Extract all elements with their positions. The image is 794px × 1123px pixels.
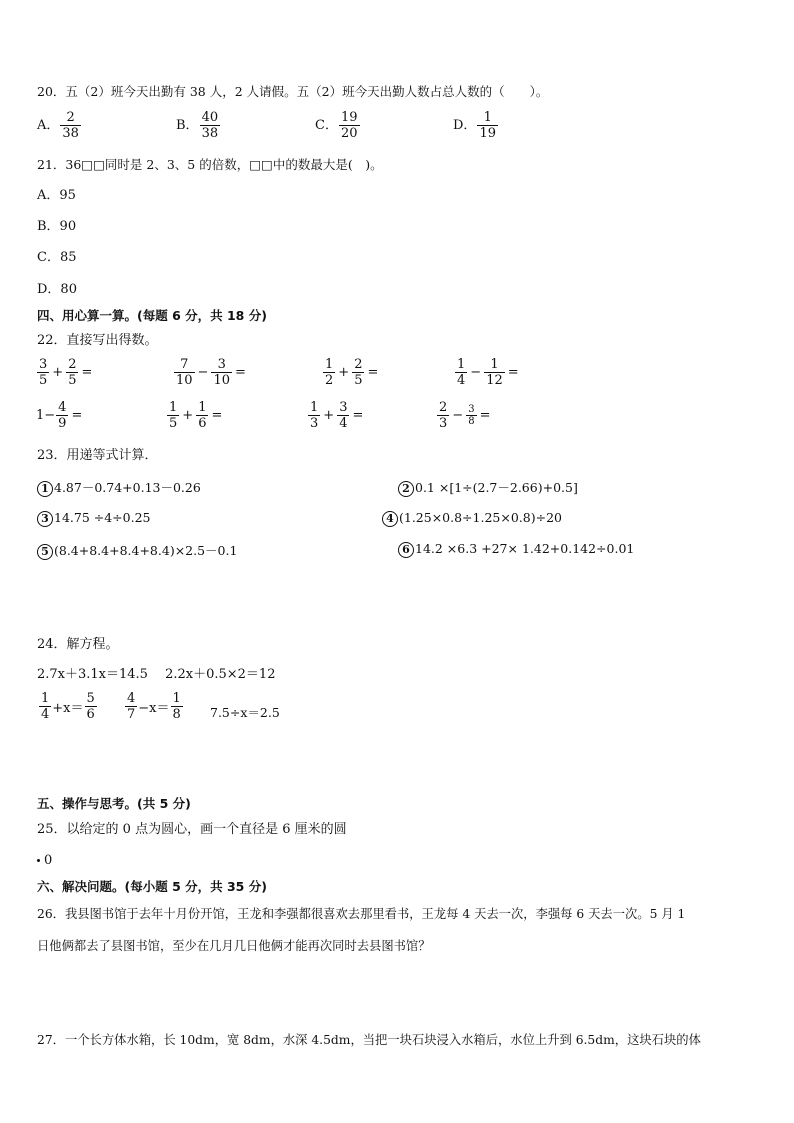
q26-line-1: 26．我县图书馆于去年十月份开馆，王龙和李强都很喜欢去那里看书，王龙每 4 天去一次，李强每 6 天去一次。5 月 1 xyxy=(37,907,686,921)
q20-option-b: B． $\frac{40}{38}$ xyxy=(176,110,219,141)
q22-row2-expr-4: $\frac{2}{3}$ − $\frac{3}{8}$ = xyxy=(439,400,491,431)
q22-row2-expr-1: 1− $\frac{4}{9}$ = xyxy=(36,400,83,431)
q21-option-d: D．80 xyxy=(37,282,77,297)
q24-equation-3: 7.5÷x＝2.5 xyxy=(210,705,280,720)
q23-item-3: 3 14.75 ÷4÷0.25 xyxy=(37,510,151,527)
q24-line-1: 2.7x＋3.1x＝14.5 2.2x＋0.5×2＝12 xyxy=(37,667,276,682)
q20-option-d: D． $\frac{1}{19}$ xyxy=(453,110,496,141)
q24-equation-1: $\frac{1}{4}$ +x＝ $\frac{5}{6}$ xyxy=(41,691,95,722)
q21-text: 21．36□□同时是 2、3、5 的倍数，□□中的数最大是( )。 xyxy=(37,157,383,172)
q22-row2-expr-3: $\frac{1}{3}$ + $\frac{3}{4}$ = xyxy=(310,400,364,431)
q23-item-4: 4 (1.25×0.8÷1.25×0.8)÷20 xyxy=(382,510,562,527)
q22-text: 22．直接写出得数。 xyxy=(37,333,158,348)
q26-line-2: 日他俩都去了县图书馆，至少在几月几日他俩才能再次同时去县图书馆？ xyxy=(37,939,431,953)
q24-equation-2: $\frac{4}{7}$ −x＝ $\frac{1}{8}$ xyxy=(127,691,181,722)
q20-text: 20．五（2）班今天出勤有 38 人，2 人请假。五（2）班今天出勤人数占总人数的（ ）。 xyxy=(37,84,549,99)
q22-row1-expr-2: $\frac{7}{10}$ − $\frac{3}{10}$ = xyxy=(176,357,246,388)
q25-center-point: 0 xyxy=(37,853,52,869)
q20-option-a: A． $\frac{2}{38}$ xyxy=(37,110,79,141)
q23-item-5: 5 (8.4+8.4+8.4+8.4)×2.5－0.1 xyxy=(37,541,237,560)
q22-row2-expr-2: $\frac{1}{5}$ + $\frac{1}{6}$ = xyxy=(169,400,223,431)
section-4-title: 四、用心算一算。(每题 6 分，共 18 分) xyxy=(37,308,267,323)
q23-item-6: 6 14.2 ×6.3 +27× 1.42+0.142÷0.01 xyxy=(398,541,634,558)
q20-option-c: C． $\frac{19}{20}$ xyxy=(315,110,358,141)
q21-option-a: A．95 xyxy=(37,188,76,203)
q22-row1-expr-4: $\frac{1}{4}$ − $\frac{1}{12}$ = xyxy=(457,357,519,388)
center-point-dot xyxy=(37,859,40,862)
q23-item-2: 2 0.1 ×[1÷(2.7－2.66)+0.5] xyxy=(398,478,578,497)
section-5-title: 五、操作与思考。(共 5 分) xyxy=(37,796,191,811)
q22-row1-expr-3: $\frac{1}{2}$ + $\frac{2}{5}$ = xyxy=(325,357,379,388)
q27-line-1: 27．一个长方体水箱，长 10dm，宽 8dm，水深 4.5dm，当把一块石块浸入水箱后，水位上升到 6.5dm，这块石块的体 xyxy=(37,1033,701,1047)
q23-text: 23．用递等式计算． xyxy=(37,448,158,463)
q22-row1-expr-1: $\frac{3}{5}$ + $\frac{2}{5}$ = xyxy=(39,357,93,388)
section-6-title: 六、解决问题。(每小题 5 分，共 35 分) xyxy=(37,879,267,894)
q23-item-1: 1 4.87－0.74+0.13－0.26 xyxy=(37,478,201,497)
q25-text: 25．以给定的 0 点为圆心，画一个直径是 6 厘米的圆 xyxy=(37,822,347,837)
q24-text: 24．解方程。 xyxy=(37,637,119,652)
q21-option-c: C．85 xyxy=(37,250,77,265)
q21-option-b: B．90 xyxy=(37,219,77,234)
